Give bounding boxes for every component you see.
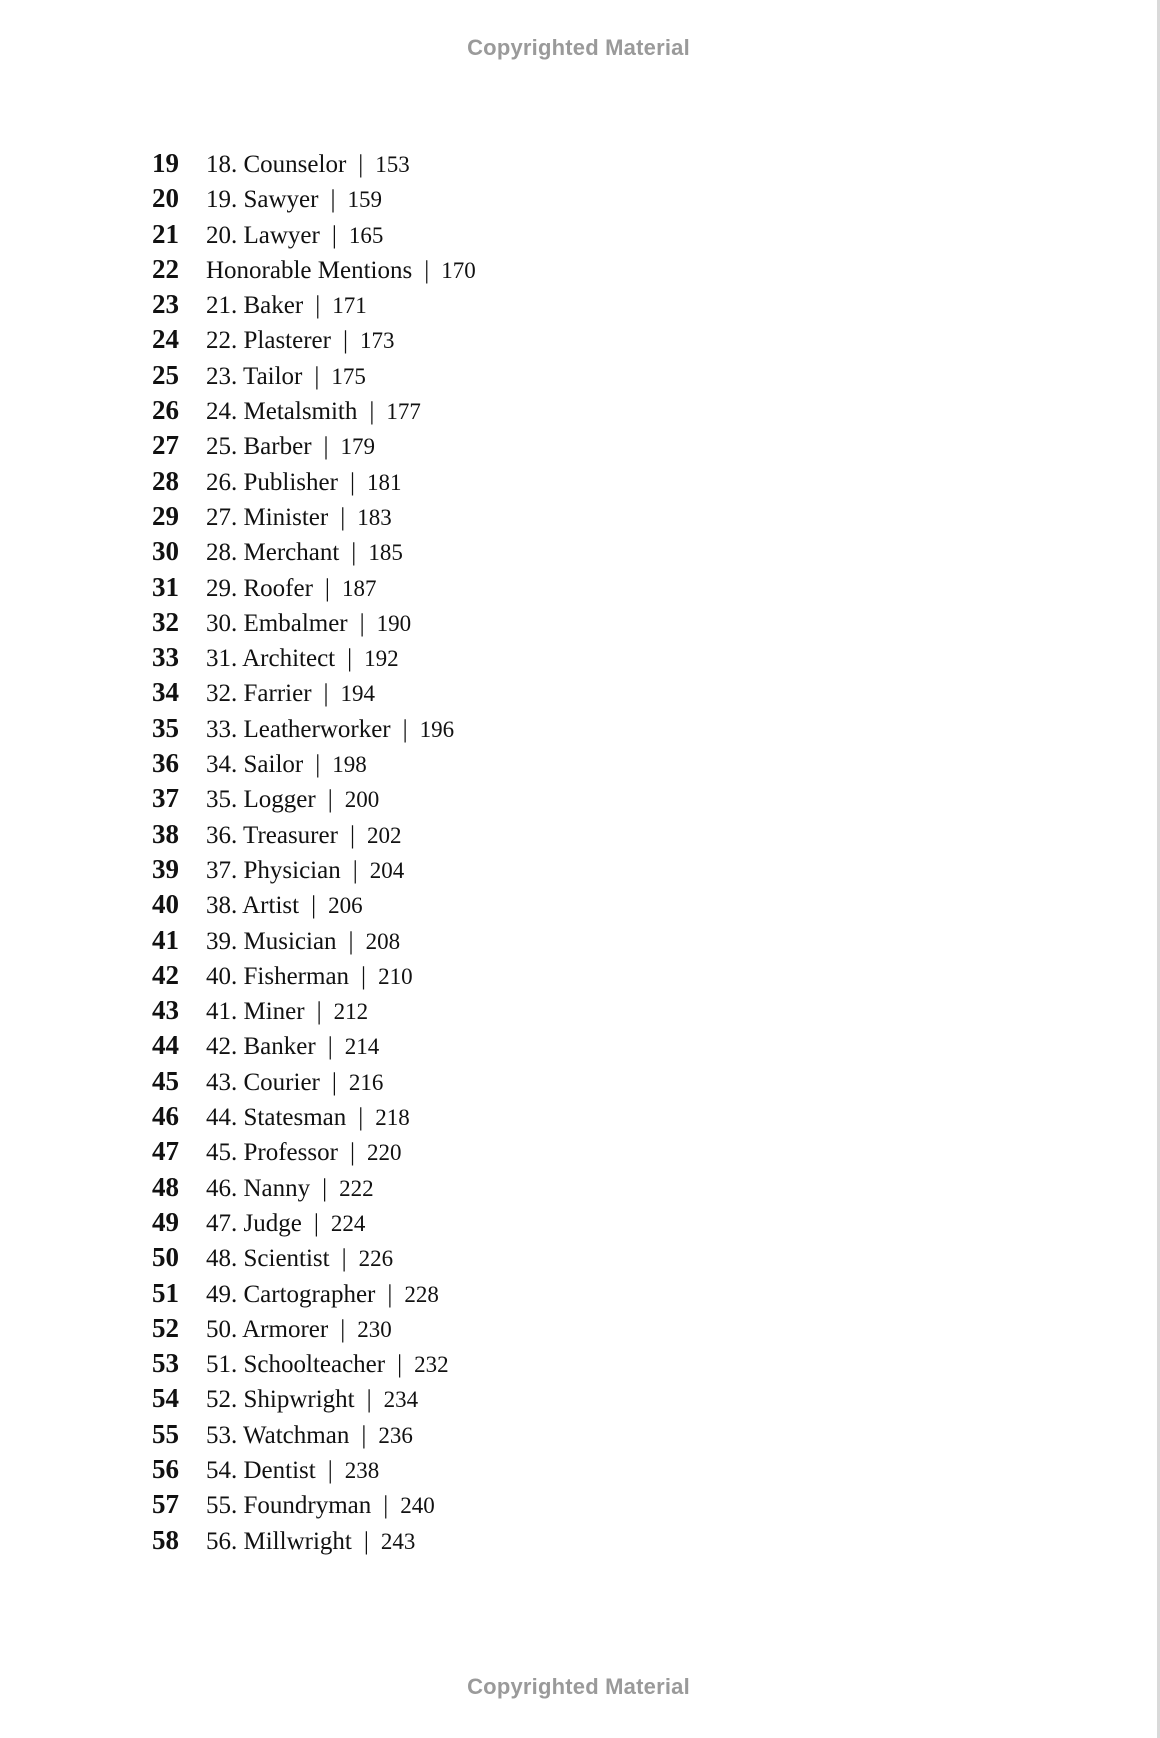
entry-page-number: 165 — [348, 222, 384, 248]
entry-title: 52. Shipwright — [206, 1386, 355, 1414]
toc-row — [152, 1454, 852, 1489]
page-number: 48 — [152, 1171, 179, 1202]
copyright-watermark-top: Copyrighted Material — [467, 35, 690, 60]
separator: | — [361, 962, 367, 990]
separator: | — [349, 821, 355, 849]
separator: | — [327, 1033, 333, 1061]
entry-title: 53. Watchman — [206, 1421, 350, 1449]
page-number: 33 — [152, 642, 179, 673]
page-number: 31 — [152, 571, 179, 602]
entry-page-number: 153 — [375, 152, 410, 177]
separator: | — [361, 1421, 367, 1449]
toc-row — [152, 572, 852, 607]
toc-row — [152, 1383, 852, 1418]
entry-title: 35. Logger — [206, 786, 316, 814]
entry-title: 27. Minister — [206, 503, 329, 531]
toc-row — [152, 254, 852, 289]
page-number: 55 — [152, 1418, 179, 1449]
copyright-watermark-bottom: Copyrighted Material — [467, 1674, 690, 1699]
separator: | — [349, 468, 355, 496]
toc-row — [152, 677, 852, 712]
entry-page-number: 198 — [332, 752, 367, 778]
page-number: 52 — [152, 1312, 179, 1343]
page-number: 22 — [152, 253, 179, 284]
entry-page-number: 159 — [347, 187, 382, 213]
entry-title: 45. Professor — [206, 1139, 338, 1167]
entry-page-number: 175 — [331, 363, 366, 389]
page-number: 25 — [152, 359, 179, 390]
toc-row — [152, 183, 852, 218]
entry-page-number: 240 — [400, 1493, 435, 1519]
page-number: 27 — [152, 430, 179, 461]
toc-row — [152, 607, 852, 642]
entry-page-number: 179 — [340, 434, 376, 460]
separator: | — [363, 1527, 369, 1555]
entry-page-number: 224 — [330, 1210, 366, 1236]
entry-page-number: 187 — [341, 575, 377, 601]
toc-row — [152, 1242, 852, 1277]
separator: | — [322, 1174, 328, 1202]
toc-row — [152, 713, 852, 748]
entry-title: 55. Foundryman — [206, 1492, 372, 1520]
entry-page-number: 236 — [378, 1422, 413, 1448]
entry-page-number: 220 — [366, 1140, 402, 1166]
toc-row — [152, 324, 852, 359]
entry-title: 32. Farrier — [206, 680, 312, 708]
entry-page-number: 208 — [365, 928, 401, 954]
entry-title: 54. Dentist — [206, 1456, 316, 1484]
entry-page-number: 216 — [348, 1069, 384, 1095]
entry-page-number: 234 — [383, 1387, 419, 1413]
separator: | — [341, 1245, 347, 1273]
toc-row — [152, 748, 852, 783]
separator: | — [369, 398, 375, 426]
entry-title: 19. Sawyer — [206, 186, 319, 214]
entry-title: 30. Embalmer — [206, 609, 348, 637]
page-number: 58 — [152, 1524, 179, 1555]
page-number: 49 — [152, 1206, 179, 1237]
page-number: 56 — [152, 1453, 179, 1484]
page-number: 47 — [152, 1136, 179, 1167]
separator: | — [352, 856, 358, 884]
entry-title: 23. Tailor — [206, 362, 303, 390]
entry-page-number: 192 — [364, 646, 399, 672]
entry-page-number: 232 — [414, 1352, 449, 1378]
separator: | — [315, 751, 321, 779]
toc-row — [152, 289, 852, 324]
entry-title: 50. Armorer — [206, 1315, 329, 1343]
separator: | — [347, 645, 353, 673]
entry-title: 31. Architect — [206, 645, 336, 673]
separator: | — [323, 433, 329, 461]
page-number: 53 — [152, 1348, 179, 1379]
entry-page-number: 173 — [359, 328, 395, 354]
toc-row — [152, 466, 852, 501]
entry-page-number: 238 — [344, 1457, 380, 1483]
entry-title: 41. Miner — [206, 998, 305, 1026]
entry-page-number: 185 — [368, 540, 403, 566]
table-of-contents — [152, 148, 852, 1560]
toc-row — [152, 854, 852, 889]
page-number: 26 — [152, 395, 179, 426]
entry-title: 29. Roofer — [206, 574, 313, 602]
entry-title: 40. Fisherman — [206, 962, 350, 990]
toc-row — [152, 1030, 852, 1065]
page-number: 44 — [152, 1030, 179, 1061]
entry-page-number: 212 — [333, 999, 369, 1025]
entry-page-number: 196 — [419, 716, 455, 742]
toc-row — [152, 1207, 852, 1242]
entry-title: 56. Millwright — [206, 1527, 352, 1555]
page-number: 36 — [152, 748, 179, 779]
page-number: 40 — [152, 889, 179, 920]
entry-title: 25. Barber — [206, 433, 312, 461]
toc-row — [152, 536, 852, 571]
toc-row — [152, 642, 852, 677]
toc-row — [152, 148, 852, 183]
toc-row — [152, 1489, 852, 1524]
separator: | — [348, 927, 354, 955]
toc-row — [152, 1313, 852, 1348]
entry-page-number: 214 — [344, 1034, 380, 1060]
entry-page-number: 243 — [380, 1528, 416, 1554]
separator: | — [402, 715, 408, 743]
separator: | — [324, 574, 330, 602]
entry-title: 28. Merchant — [206, 539, 340, 567]
separator: | — [340, 503, 346, 531]
toc-row — [152, 1066, 852, 1101]
entry-page-number: 218 — [375, 1105, 410, 1131]
entry-title: 34. Sailor — [206, 751, 304, 779]
page-number: 39 — [152, 853, 179, 884]
entry-title: 38. Artist — [206, 892, 300, 920]
separator: | — [358, 1104, 364, 1132]
separator: | — [313, 1209, 319, 1237]
entry-title: 43. Courier — [206, 1068, 320, 1096]
entry-page-number: 170 — [441, 257, 476, 283]
page-number: 29 — [152, 500, 179, 531]
entry-title: 42. Banker — [206, 1033, 316, 1061]
page-number: 46 — [152, 1101, 179, 1132]
page-number: 21 — [152, 218, 179, 249]
entry-title: 44. Statesman — [206, 1104, 347, 1132]
separator: | — [327, 786, 333, 814]
toc-row — [152, 995, 852, 1030]
page-number: 32 — [152, 606, 179, 637]
separator: | — [315, 292, 321, 320]
entry-page-number: 210 — [378, 963, 413, 989]
entry-title: 22. Plasterer — [206, 327, 331, 355]
entry-title: 24. Metalsmith — [206, 398, 358, 426]
toc-row — [152, 219, 852, 254]
entry-title: 47. Judge — [206, 1209, 302, 1237]
page-number: 51 — [152, 1277, 179, 1308]
entry-title: Honorable Mentions — [206, 256, 413, 284]
separator: | — [349, 1139, 355, 1167]
toc-row — [152, 395, 852, 430]
toc-row — [152, 925, 852, 960]
separator: | — [331, 1068, 337, 1096]
separator: | — [311, 892, 317, 920]
separator: | — [397, 1351, 403, 1379]
separator: | — [316, 998, 322, 1026]
entry-title: 39. Musician — [206, 927, 337, 955]
separator: | — [327, 1456, 333, 1484]
separator: | — [424, 256, 430, 284]
separator: | — [358, 151, 364, 178]
page-number: 37 — [152, 783, 179, 814]
toc-row — [152, 1101, 852, 1136]
page-number: 20 — [152, 183, 179, 214]
separator: | — [359, 609, 365, 637]
entry-page-number: 183 — [357, 504, 392, 530]
separator: | — [323, 680, 329, 708]
toc-row — [152, 1419, 852, 1454]
entry-page-number: 206 — [328, 893, 363, 919]
entry-title: 37. Physician — [206, 856, 341, 884]
entry-title: 18. Counselor — [206, 151, 347, 178]
entry-page-number: 190 — [376, 610, 412, 636]
toc-row — [152, 960, 852, 995]
entry-page-number: 226 — [358, 1246, 394, 1272]
separator: | — [314, 362, 320, 390]
page-number: 54 — [152, 1383, 179, 1414]
toc-row — [152, 783, 852, 818]
separator: | — [351, 539, 357, 567]
toc-row — [152, 1136, 852, 1171]
separator: | — [387, 1280, 393, 1308]
entry-title: 20. Lawyer — [206, 221, 320, 249]
entry-page-number: 200 — [344, 787, 380, 813]
toc-row — [152, 1278, 852, 1313]
page-number: 28 — [152, 465, 179, 496]
toc-row — [152, 1348, 852, 1383]
separator: | — [366, 1386, 372, 1414]
toc-row — [152, 360, 852, 395]
entry-title: 49. Cartographer — [206, 1280, 376, 1308]
entry-page-number: 204 — [369, 857, 405, 883]
page-number: 38 — [152, 818, 179, 849]
entry-page-number: 222 — [339, 1175, 374, 1201]
entry-page-number: 202 — [366, 822, 402, 848]
page-number: 34 — [152, 677, 179, 708]
page-number: 43 — [152, 995, 179, 1026]
toc-row — [152, 819, 852, 854]
entry-title: 33. Leatherworker — [206, 715, 391, 743]
page-number: 35 — [152, 712, 179, 743]
entry-page-number: 230 — [357, 1316, 392, 1342]
entry-page-number: 177 — [386, 399, 421, 425]
entry-title: 48. Scientist — [206, 1245, 330, 1273]
page-number: 41 — [152, 924, 179, 955]
page-number: 24 — [152, 324, 179, 355]
entry-title: 26. Publisher — [206, 468, 338, 496]
toc-row — [152, 1172, 852, 1207]
entry-page-number: 194 — [340, 681, 376, 707]
entry-title: 51. Schoolteacher — [206, 1351, 386, 1379]
page-number: 23 — [152, 289, 179, 320]
page-number: 45 — [152, 1065, 179, 1096]
entry-title: 46. Nanny — [206, 1174, 311, 1202]
separator: | — [383, 1492, 389, 1520]
separator: | — [340, 1315, 346, 1343]
entry-page-number: 171 — [332, 293, 367, 319]
separator: | — [330, 186, 336, 214]
toc-row — [152, 501, 852, 536]
entry-page-number: 228 — [404, 1281, 439, 1307]
entry-page-number: 181 — [366, 469, 402, 495]
entry-title: 36. Treasurer — [206, 821, 338, 849]
entry-title: 21. Baker — [206, 292, 304, 320]
toc-row — [152, 1525, 852, 1560]
separator: | — [342, 327, 348, 355]
page-number: 50 — [152, 1242, 179, 1273]
page-number: 42 — [152, 959, 179, 990]
toc-row — [152, 889, 852, 924]
toc-row — [152, 430, 852, 465]
page-number: 57 — [152, 1489, 179, 1520]
separator: | — [331, 221, 337, 249]
page-number: 30 — [152, 536, 179, 567]
page-number: 19 — [152, 148, 179, 178]
